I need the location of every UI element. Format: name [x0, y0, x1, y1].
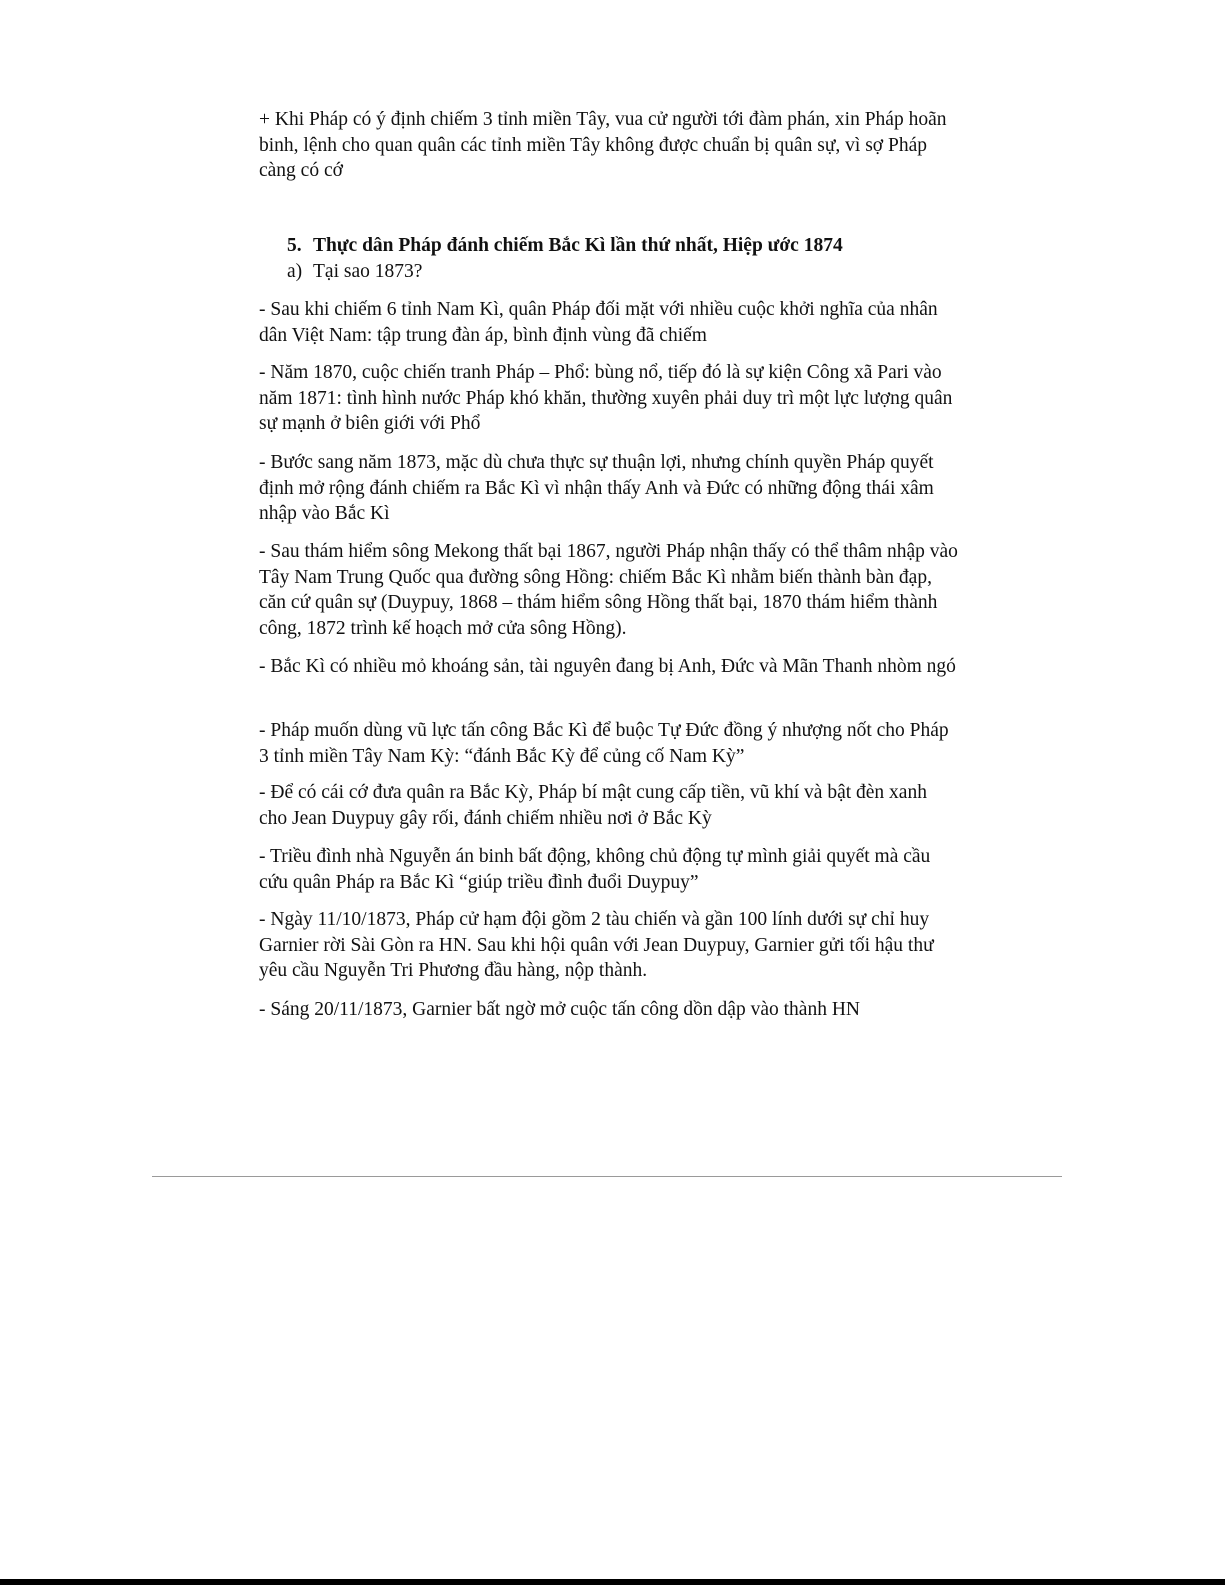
subsection-heading [287, 259, 422, 285]
section-number: 5. [287, 235, 302, 256]
paragraph: - Sau thám hiểm sông Mekong thất bại 1867, người Pháp nhận thấy có thể thâm nhập vào Tây Nam Trung Quốc qua đường sông Hồng: chiếm Bắc Kì nhằm biến thành bàn đạp, căn cứ quân sự (Duypuy, 1868 – thám hiểm sông Hồng thất bại, 1870 thám hiểm thành công, 1872 trình kế hoạch mở cửa sông Hồng). [259, 541, 958, 639]
section-title: Thực dân Pháp đánh chiếm Bắc Kì lần thứ nhất, Hiệp ước 1874 [313, 235, 843, 256]
paragraph: - Pháp muốn dùng vũ lực tấn công Bắc Kì để buộc Tự Đức đồng ý nhượng nốt cho Pháp 3 tỉnh miền Tây Nam Kỳ: “đánh Bắc Kỳ để củng cố Nam Kỳ” [259, 720, 949, 767]
paragraph: - Ngày 11/10/1873, Pháp cử hạm đội gồm 2 tàu chiến và gần 100 lính dưới sự chỉ huy Garnier rời Sài Gòn ra HN. Sau khi hội quân với Jean Duypuy, Garnier gửi tối hậu thư yêu cầu Nguyễn Tri Phương đầu hàng, nộp thành. [259, 909, 934, 981]
paragraph: - Năm 1870, cuộc chiến tranh Pháp – Phổ: bùng nổ, tiếp đó là sự kiện Công xã Pari vào năm 1871: tình hình nước Pháp khó khăn, thường xuyên phải duy trì một lực lượng quân sự mạnh ở biên giới với Phổ [259, 362, 953, 434]
subsection-letter: a) [287, 261, 303, 282]
intro-paragraph: + Khi Pháp có ý định chiếm 3 tỉnh miền Tây, vua cử người tới đàm phán, xin Pháp hoãn binh, lệnh cho quan quân các tỉnh miền Tây không được chuẩn bị quân sự, vì sợ Pháp càng có cớ [259, 109, 947, 181]
paragraph: - Sáng 20/11/1873, Garnier bất ngờ mở cuộc tấn công dồn dập vào thành HN [259, 999, 860, 1020]
page-divider [152, 1176, 1062, 1177]
paragraph: - Bước sang năm 1873, mặc dù chưa thực sự thuận lợi, nhưng chính quyền Pháp quyết định mở rộng đánh chiếm ra Bắc Kì vì nhận thấy Anh và Đức có những động thái xâm nhập vào Bắc Kì [259, 452, 934, 524]
section-heading [287, 233, 843, 259]
paragraph: - Sau khi chiếm 6 tỉnh Nam Kì, quân Pháp đối mặt với nhiều cuộc khởi nghĩa của nhân dân Việt Nam: tập trung đàn áp, bình định vùng đã chiếm [259, 299, 938, 346]
paragraph: - Để có cái cớ đưa quân ra Bắc Kỳ, Pháp bí mật cung cấp tiền, vũ khí và bật đèn xanh cho Jean Duypuy gây rối, đánh chiếm nhiều nơi ở Bắc Kỳ [259, 782, 927, 829]
bottom-edge-bar [0, 1579, 1225, 1585]
paragraph: - Triều đình nhà Nguyễn án binh bất động, không chủ động tự mình giải quyết mà cầu cứu quân Pháp ra Bắc Kì “giúp triều đình đuổi Duypuy” [259, 846, 931, 893]
subsection-title: Tại sao 1873? [313, 261, 423, 282]
paragraph: - Bắc Kì có nhiều mỏ khoáng sản, tài nguyên đang bị Anh, Đức và Mãn Thanh nhòm ngó [259, 656, 956, 677]
